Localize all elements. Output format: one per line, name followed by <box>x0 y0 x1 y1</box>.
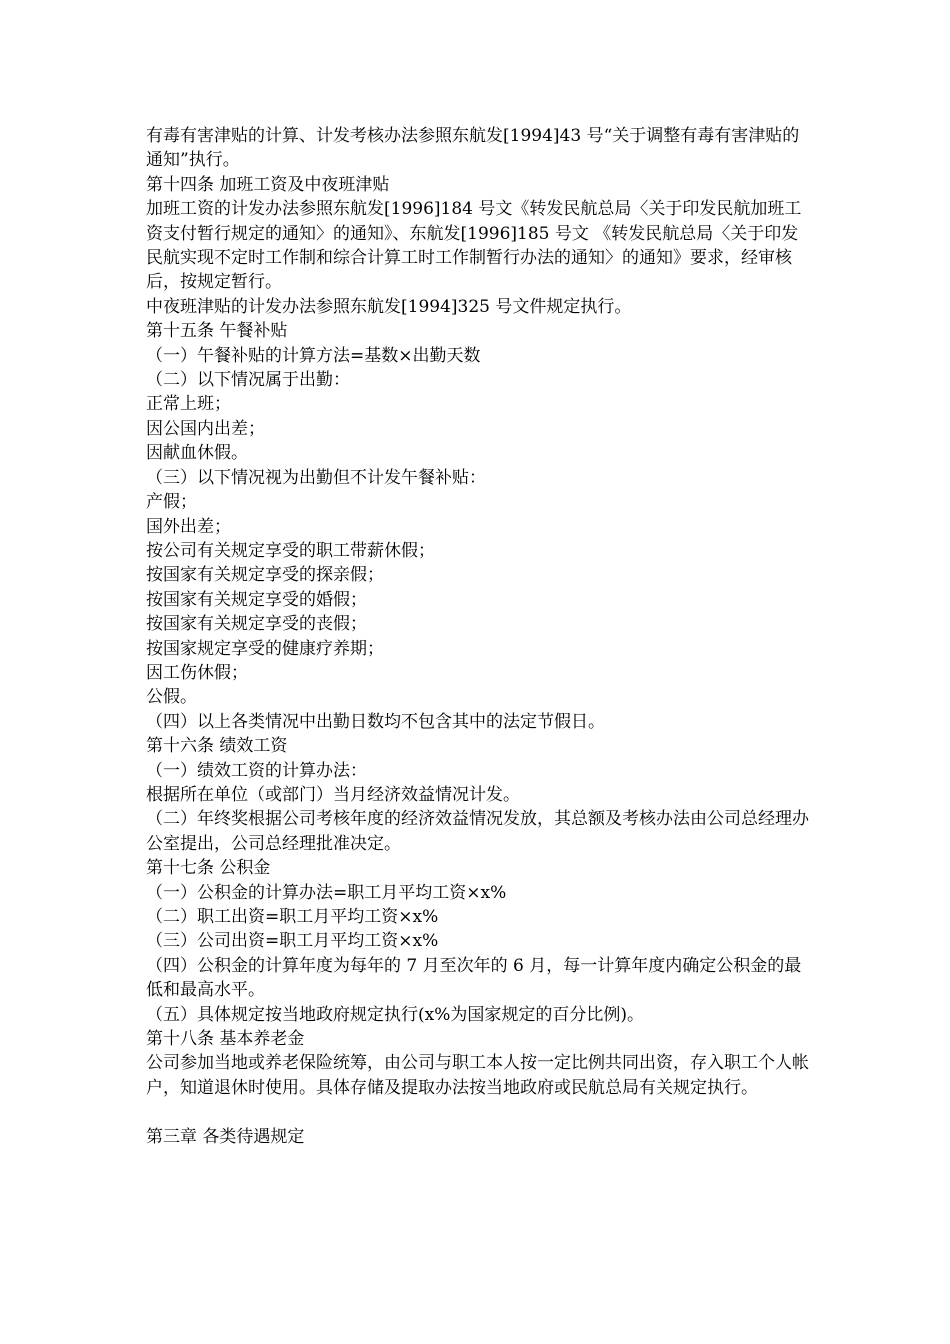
list-item: （三）公司出资=职工月平均工资×x% <box>146 931 439 952</box>
document-body <box>146 124 811 1149</box>
list-item: 产假； <box>146 492 197 513</box>
blank-line <box>146 1100 811 1124</box>
list-item: （一）绩效工资的计算办法： <box>146 760 367 781</box>
list-item: 因公国内出差； <box>146 418 265 439</box>
paragraph-overtime-pay: 加班工资的计发办法参照东航发[1996]184 号文《转发民航总局〈关于印发民航加班工资支付暂行规定的通知〉的通知》、东航发[1996]185 号文 《转发民航总局〈关于印发民航实现不定时工作制和综合计算工时工作制暂行办法的通知〉的通知》要求，经审核后，按规定暂行。 <box>146 199 802 293</box>
list-item: （五）具体规定按当地政府规定执行(x%为国家规定的百分比例)。 <box>146 1004 645 1025</box>
article-18-heading: 第十八条 基本养老金 <box>146 1029 305 1050</box>
list-item: （二）以下情况属于出勤： <box>146 370 350 391</box>
list-item: 公假。 <box>146 687 197 708</box>
article-14-heading: 第十四条 加班工资及中夜班津贴 <box>146 174 390 195</box>
list-item: （二）职工出资=职工月平均工资×x% <box>146 907 439 927</box>
list-item: （三）以下情况视为出勤但不计发午餐补贴： <box>146 467 486 488</box>
list-item: （一）公积金的计算办法=职工月平均工资×x% <box>146 882 507 903</box>
paragraph-hazard-allowance: 有毒有害津贴的计算、计发考核办法参照东航发[1994]43 号“关于调整有毒有害津贴的通知”执行。 <box>146 126 800 171</box>
article-17-heading: 第十七条 公积金 <box>146 858 271 879</box>
chapter-3-heading: 第三章 各类待遇规定 <box>146 1126 305 1147</box>
article-16-heading: 第十六条 绩效工资 <box>146 736 288 757</box>
list-item: 按国家有关规定享受的丧假； <box>146 614 367 635</box>
article-15-heading: 第十五条 午餐补贴 <box>146 321 288 342</box>
list-item: （四）公积金的计算年度为每年的 7 月至次年的 6 月，每一计算年度内确定公积金的最低和最高水平。 <box>146 955 802 1001</box>
list-item: 因工伤休假； <box>146 662 248 683</box>
list-item: 按国家规定享受的健康疗养期； <box>146 638 384 659</box>
list-item: 按公司有关规定享受的职工带薪休假； <box>146 540 435 561</box>
list-item: 国外出差； <box>146 516 231 537</box>
list-item: （一）午餐补贴的计算方法=基数×出勤天数 <box>146 345 481 366</box>
list-item: 按国家有关规定享受的婚假； <box>146 589 367 610</box>
list-item: 因献血休假。 <box>146 443 248 464</box>
list-item: （二）年终奖根据公司考核年度的经济效益情况发放，其总额及考核办法由公司总经理办公室提出，公司总经理批准决定。 <box>146 809 809 854</box>
list-item: 按国家有关规定享受的探亲假； <box>146 565 384 586</box>
list-item: （四）以上各类情况中出勤日数均不包含其中的法定节假日。 <box>146 711 605 732</box>
paragraph-night-shift-allowance: 中夜班津贴的计发办法参照东航发[1994]325 号文件规定执行。 <box>146 296 632 317</box>
list-item: 正常上班； <box>146 394 231 415</box>
list-item: 根据所在单位（或部门）当月经济效益情况计发。 <box>146 784 520 805</box>
paragraph-pension: 公司参加当地或养老保险统筹，由公司与职工本人按一定比例共同出资，存入职工个人帐户，知道退休时使用。具体存储及提取办法按当地政府或民航总局有关规定执行。 <box>146 1053 809 1098</box>
